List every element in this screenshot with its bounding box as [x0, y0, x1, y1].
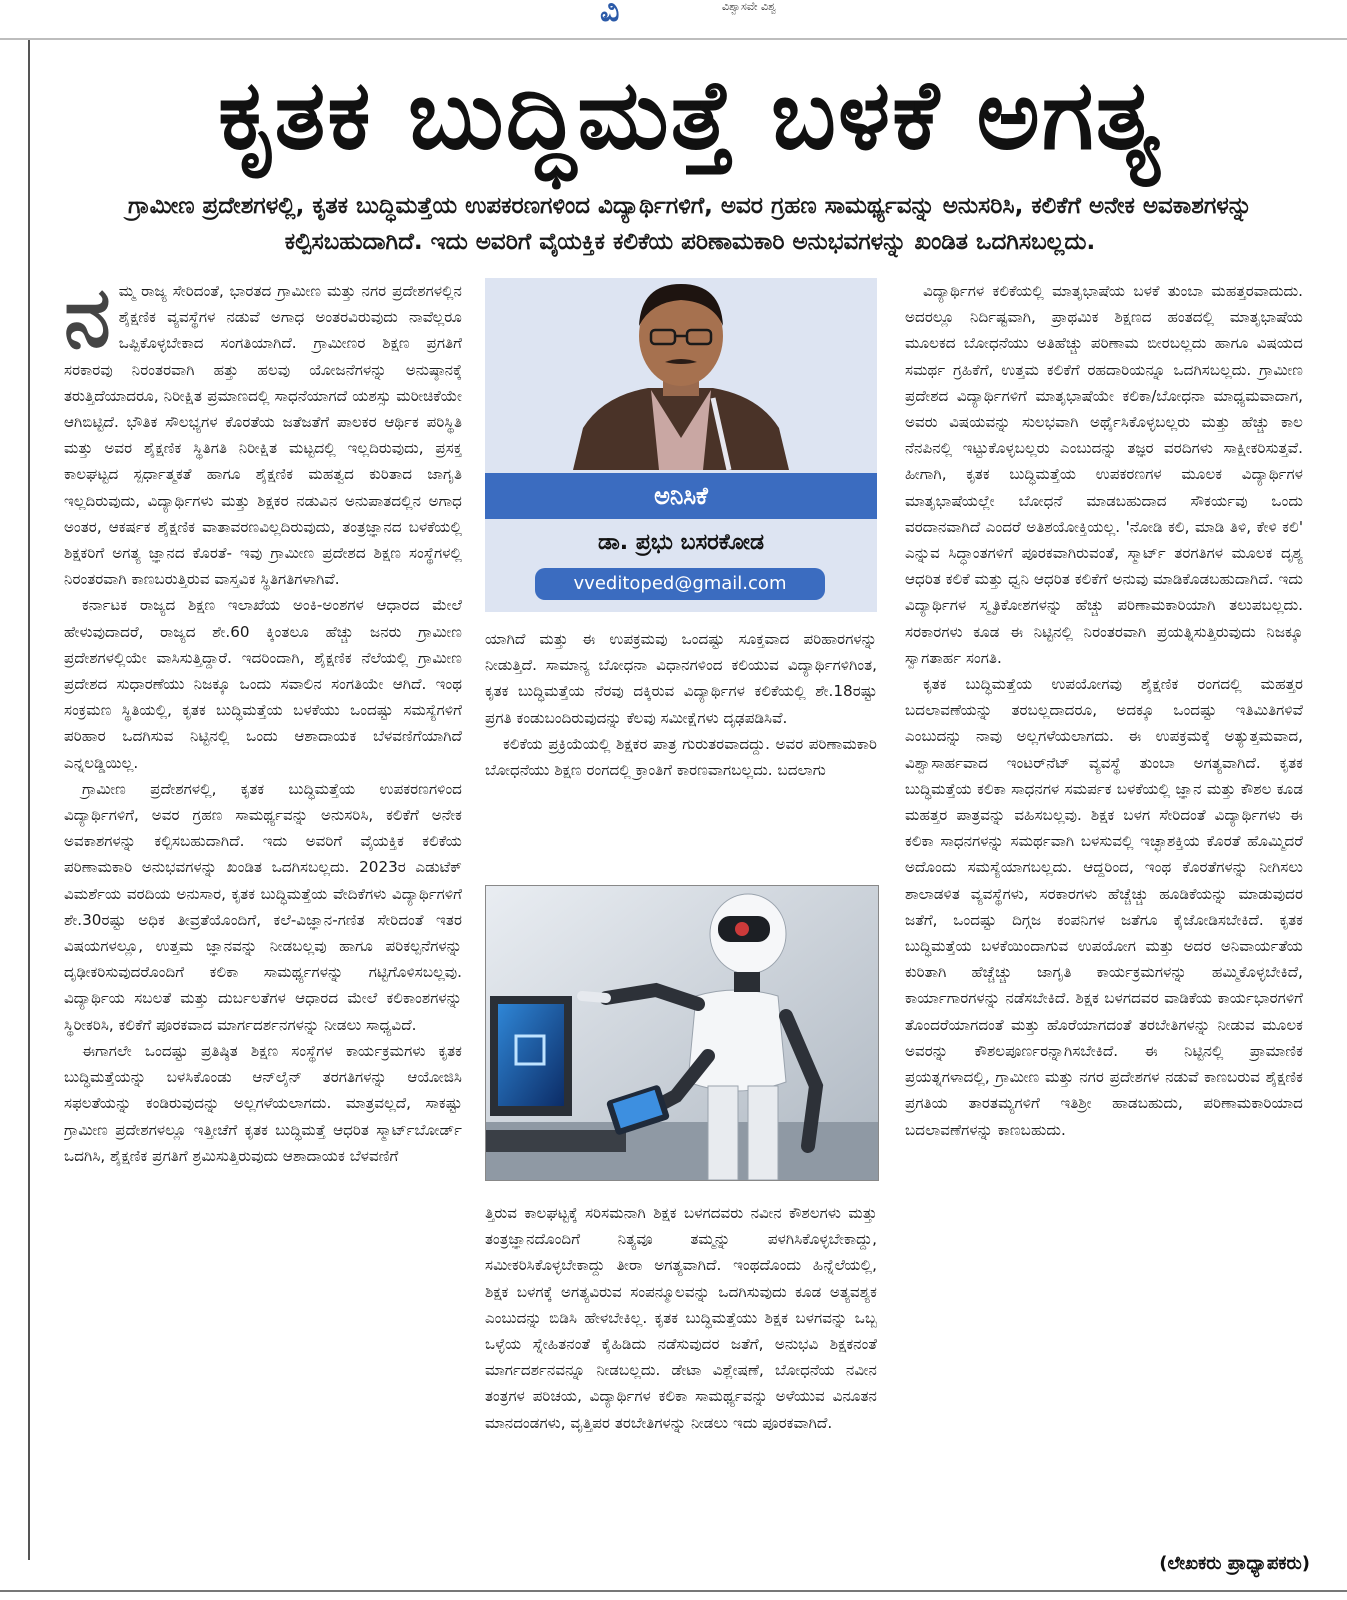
- article-column-middle-bottom: [485, 1200, 877, 1572]
- column-label: ಅನಿಸಿಕೆ: [485, 473, 877, 519]
- newspaper-logo: ವಿ: [600, 0, 620, 29]
- article-column-middle-top: [485, 626, 877, 862]
- author-name: ಡಾ. ಪ್ರಭು ಬಸರಕೋಡ: [598, 530, 764, 555]
- article-headline: ಕೃತಕ ಬುದ್ಧಿಮತ್ತೆ ಬಳಕೆ ಅಗತ್ಯ: [218, 59, 1162, 171]
- paragraph-text: ಮ್ಮ ರಾಜ್ಯ ಸೇರಿದಂತೆ, ಭಾರತದ ಗ್ರಾಮೀಣ ಮತ್ತು ನಗರ ಪ್ರದೇಶಗಳಲ್ಲಿನ ಶೈಕ್ಷಣಿಕ ವ್ಯವಸ್ಥೆಗಳ ನಡುವೆ ಅಗಾಧ ಅಂತರವಿರುವುದು ನಾವೆಲ್ಲರೂ ಒಪ್ಪಿಕೊಳ್ಳಬೇಕಾದ ಸಂಗತಿಯಾಗಿದೆ. ಗ್ರಾಮೀಣರ ಶಿಕ್ಷಣ ಪ್ರಗತಿಗೆ ಸರಕಾರವು ನಿರಂತರವಾಗಿ ಹತ್ತು ಹಲವು ಯೋಜನೆಗಳನ್ನು ಅನುಷ್ಠಾನಕ್ಕೆ ತರುತ್ತಿದೆಯಾದರೂ, ನಿರೀಕ್ಷಿತ ಪ್ರಮಾಣದಲ್ಲಿ ಸಾಧನೆಯಾಗದೆ ಯಶಸ್ಸು ಮರೀಚಿಕೆಯೇ ಆಗಿಬಿಟ್ಟಿದೆ. ಭೌತಿಕ ಸೌಲಭ್ಯಗಳ ಕೊರತೆಯ ಜತೆಜತೆಗೆ ಪಾಲಕರ ಆರ್ಥಿಕ ಪರಿಸ್ಥಿತಿ ಮತ್ತು ಅವರ ಶೈಕ್ಷಣಿಕ ಸ್ಥಿತಿಗತಿ ನಿರೀಕ್ಷಿತ ಮಟ್ಟದಲ್ಲಿ ಇಲ್ಲದಿರುವುದು, ಪ್ರಸಕ್ತ ಕಾಲಘಟ್ಟದ ಸ್ಪರ್ಧಾತ್ಮಕತೆ ಹಾಗೂ ಶೈಕ್ಷಣಿಕ ಮಹತ್ವದ ಕುರಿತಾದ ಜಾಗೃತಿ ಇಲ್ಲದಿರುವುದು, ವಿದ್ಯಾರ್ಥಿಗಳು ಮತ್ತು ಶಿಕ್ಷಕರ ನಡುವಿನ ಅನುಪಾತದಲ್ಲಿನ ಅಗಾಧ ಅಂತರ, ಆಕರ್ಷಕ ಶೈಕ್ಷಣಿಕ ವಾತಾವರಣವಿಲ್ಲದಿರುವುದು, ತಂತ್ರಜ್ಞಾನದ ಬಳಕೆಯಲ್ಲಿ ಶಿಕ್ಷಕರಿಗೆ ಅಗತ್ಯ ಜ್ಞಾನದ ಕೊರತೆ- ಇವು ಗ್ರಾಮೀಣ ಪ್ರದೇಶದ ಶಿಕ್ಷಣ ಸಂಸ್ಥೆಗಳಲ್ಲಿ ನಿರಂತರವಾಗಿ ಕಾಣಬರುತ್ತಿರುವ ವಾಸ್ತವಿಕ ಸ್ಥಿತಿಗತಿಗಳಾಗಿವೆ.: [64, 282, 462, 589]
- newspaper-tagline: ವಿಶ್ವಾಸವೇ ವಿಶ್ವ: [722, 0, 777, 13]
- article-paragraph: ಯಾಗಿದೆ ಮತ್ತು ಈ ಉಪಕ್ರಮವು ಒಂದಷ್ಟು ಸೂಕ್ತವಾದ ಪರಿಹಾರಗಳನ್ನು ನೀಡುತ್ತಿದೆ. ಸಾಮಾನ್ಯ ಬೋಧನಾ ವಿಧಾನಗಳಿಂದ ಕಲಿಯುವ ವಿದ್ಯಾರ್ಥಿಗಳಿಗಿಂತ, ಕೃತಕ ಬುದ್ಧಿಮತ್ತೆಯ ನೆರವು ದಕ್ಕಿರುವ ವಿದ್ಯಾರ್ಥಿಗಳ ಕಲಿಕೆಯಲ್ಲಿ ಶೇ.18ರಷ್ಟು ಪ್ರಗತಿ ಕಂಡುಬಂದಿರುವುದನ್ನು ಕೆಲವು ಸಮೀಕ್ಷೆಗಳು ದೃಢಪಡಿಸಿವೆ.: [485, 630, 877, 727]
- article-paragraph: ತ್ತಿರುವ ಕಾಲಘಟ್ಟಕ್ಕೆ ಸರಿಸಮನಾಗಿ ಶಿಕ್ಷಕ ಬಳಗದವರು ನವೀನ ಕೌಶಲಗಳು ಮತ್ತು ತಂತ್ರಜ್ಞಾನದೊಂದಿಗೆ ನಿತ್ಯವೂ ತಮ್ಮನ್ನು ಪಳಗಿಸಿಕೊಳ್ಳಬೇಕಾದ್ದು, ಸಮೀಕರಿಸಿಕೊಳ್ಳಬೇಕಾದ್ದು ತೀರಾ ಅಗತ್ಯವಾಗಿದೆ. ಇಂಥದೊಂದು ಹಿನ್ನೆಲೆಯಲ್ಲಿ, ಶಿಕ್ಷಕ ಬಳಗಕ್ಕೆ ಅಗತ್ಯವಿರುವ ಸಂಪನ್ಮೂಲವನ್ನು ಒದಗಿಸುವುದು ಕೂಡ ಅತ್ಯವಶ್ಯಕ ಎಂಬುದನ್ನು ಬಿಡಿಸಿ ಹೇಳಬೇಕಿಲ್ಲ. ಕೃತಕ ಬುದ್ಧಿಮತ್ತೆಯು ಶಿಕ್ಷಕ ಬಳಗವನ್ನು ಒಬ್ಬ ಒಳ್ಳೆಯ ಸ್ನೇಹಿತನಂತೆ ಕೈಹಿಡಿದು ನಡೆಸುವುದರ ಜತೆಗೆ, ಅನುಭವಿ ಶಿಕ್ಷಕನಂತೆ ಮಾರ್ಗದರ್ಶನವನ್ನೂ ನೀಡಬಲ್ಲದು. ಡೇಟಾ ವಿಶ್ಲೇಷಣೆ, ಬೋಧನೆಯ ನವೀನ ತಂತ್ರಗಳ ಪರಿಚಯ, ವಿದ್ಯಾರ್ಥಿಗಳ ಕಲಿಕಾ ಸಾಮರ್ಥ್ಯವನ್ನು ಅಳೆಯುವ ವಿನೂತನ ಮಾನದಂಡಗಳು, ವೃತ್ತಿಪರ ತರಬೇತಿಗಳನ್ನು ನೀಡಲು ಇದು ಪೂರಕವಾಗಿದೆ.: [485, 1204, 877, 1432]
- author-email[interactable]: vveditoped@gmail.com: [535, 568, 825, 600]
- robot-illustration: [485, 885, 879, 1181]
- masthead: [0, 0, 1347, 40]
- article-column-left: [64, 278, 462, 1570]
- article-paragraph: ಕರ್ನಾಟಕ ರಾಜ್ಯದ ಶಿಕ್ಷಣ ಇಲಾಖೆಯ ಅಂಕಿ-ಅಂಶಗಳ ಆಧಾರದ ಮೇಲೆ ಹೇಳುವುದಾದರೆ, ರಾಜ್ಯದ ಶೇ.60 ಕ್ಕಿಂತಲೂ ಹೆಚ್ಚು ಜನರು ಗ್ರಾಮೀಣ ಪ್ರದೇಶಗಳಲ್ಲಿಯೇ ವಾಸಿಸುತ್ತಿದ್ದಾರೆ. ಇದರಿಂದಾಗಿ, ಶೈಕ್ಷಣಿಕ ನೆಲೆಯಲ್ಲಿ ಗ್ರಾಮೀಣ ಪ್ರದೇಶದ ಸುಧಾರಣೆಯು ನಿಜಕ್ಕೂ ಒಂದು ಸವಾಲಿನ ಸಂಗತಿಯೇ ಆಗಿದೆ. ಇಂಥ ಸಂಕ್ರಮಣ ಸ್ಥಿತಿಯಲ್ಲಿ, ಕೃತಕ ಬುದ್ಧಿಮತ್ತೆಯ ಬಳಕೆಯು ಒಂದಷ್ಟು ಸಮಸ್ಯೆಗಳಿಗೆ ಪರಿಹಾರ ಒದಗಿಸುವ ನಿಟ್ಟಿನಲ್ಲಿ ಒಂದು ಆಶಾದಾಯಕ ಬೆಳವಣಿಗೆಯಾಗಿದೆ ಎನ್ನಲಡ್ಡಿಯಿಲ್ಲ.: [64, 596, 462, 772]
- article-column-right: [905, 278, 1303, 1544]
- article-paragraph: ವಿದ್ಯಾರ್ಥಿಗಳ ಕಲಿಕೆಯಲ್ಲಿ ಮಾತೃಭಾಷೆಯ ಬಳಕೆ ತುಂಬಾ ಮಹತ್ತರವಾದುದು. ಅದರಲ್ಲೂ ನಿರ್ದಿಷ್ಟವಾಗಿ, ಪ್ರಾಥಮಿಕ ಶಿಕ್ಷಣದ ಹಂತದಲ್ಲಿ ಮಾತೃಭಾಷೆಯ ಮೂಲಕದ ಬೋಧನೆಯು ಅತಿಹೆಚ್ಚು ಪರಿಣಾಮ ಬೀರಬಲ್ಲದು ಹಾಗೂ ವಿಷಯದ ಸಮರ್ಥ ಗ್ರಹಿಕೆಗೆ, ಉತ್ತಮ ಕಲಿಕೆಗೆ ರಹದಾರಿಯನ್ನೂ ಒದಗಿಸಬಲ್ಲದು. ಗ್ರಾಮೀಣ ಪ್ರದೇಶದ ವಿದ್ಯಾರ್ಥಿಗಳಿಗೆ ಮಾತೃಭಾಷೆಯೇ ಕಲಿಕಾ/ಬೋಧನಾ ಮಾಧ್ಯಮವಾದಾಗ, ಅವರು ವಿಷಯವನ್ನು ಸುಲಭವಾಗಿ ಅರ್ಥೈಸಿಕೊಳ್ಳಬಲ್ಲರು ಮತ್ತು ಹೆಚ್ಚು ಕಾಲ ನೆನಪಿನಲ್ಲಿ ಇಟ್ಟುಕೊಳ್ಳಬಲ್ಲರು ಎಂಬುದನ್ನು ತಜ್ಞರ ವರದಿಗಳು ಸಾಕ್ಷೀಕರಿಸುತ್ತವೆ. ಹೀಗಾಗಿ, ಕೃತಕ ಬುದ್ಧಿಮತ್ತೆಯ ಉಪಕರಣಗಳ ಮೂಲಕ ವಿದ್ಯಾರ್ಥಿಗಳ ಮಾತೃಭಾಷೆಯಲ್ಲೇ ಬೋಧನೆ ಮಾಡಬಹುದಾದ ಸೌಕರ್ಯವು ಒಂದು ವರದಾನವಾಗಿದೆ ಎಂದರೆ ಅತಿಶಯೋಕ್ತಿಯಲ್ಲ. 'ನೋಡಿ ಕಲಿ, ಮಾಡಿ ತಿಳಿ, ಕೇಳಿ ಕಲಿ' ಎನ್ನುವ ಸಿದ್ಧಾಂತಗಳಿಗೆ ಪೂರಕವಾಗಿರುವಂತೆ, ಸ್ಮಾರ್ಟ್ ತರಗತಿಗಳ ಮೂಲಕ ದೃಶ್ಯ ಆಧರಿತ ಕಲಿಕೆ ಮತ್ತು ಧ್ವನಿ ಆಧರಿತ ಕಲಿಕೆಗೆ ಅನುವು ಮಾಡಿಕೊಡಬಹುದಾಗಿದೆ. ಇದು ವಿದ್ಯಾರ್ಥಿಗಳ ಸ್ಮೃತಿಕೋಶಗಳನ್ನು ಹೆಚ್ಚು ಪರಿಣಾಮಕಾರಿಯಾಗಿ ತಲುಪಬಲ್ಲದು. ಸರಕಾರಗಳು ಕೂಡ ಈ ನಿಟ್ಟಿನಲ್ಲಿ ನಿರಂತರವಾಗಿ ಪ್ರಯತ್ನಿಸುತ್ತಿರುವುದು ನಿಜಕ್ಕೂ ಸ್ವಾಗತಾರ್ಹ ಸಂಗತಿ.: [905, 282, 1303, 667]
- article-paragraph: ಕಲಿಕೆಯ ಪ್ರಕ್ರಿಯೆಯಲ್ಲಿ ಶಿಕ್ಷಕರ ಪಾತ್ರ ಗುರುತರವಾದದ್ದು. ಅವರ ಪರಿಣಾಮಕಾರಿ ಬೋಧನೆಯು ಶಿಕ್ಷಣ ರಂಗದಲ್ಲಿ ಕ್ರಾಂತಿಗೆ ಕಾರಣವಾಗಬಲ್ಲದು. ಬದಲಾಗು: [485, 734, 877, 780]
- article-paragraph: [64, 278, 462, 592]
- article-paragraph: ಈಗಾಗಲೇ ಒಂದಷ್ಟು ಪ್ರತಿಷ್ಠಿತ ಶಿಕ್ಷಣ ಸಂಸ್ಥೆಗಳ ಕಾರ್ಯಕ್ರಮಗಳು ಕೃತಕ ಬುದ್ಧಿಮತ್ತೆಯನ್ನು ಬಳಸಿಕೊಂಡು ಆನ್‌ಲೈನ್ ತರಗತಿಗಳನ್ನು ಆಯೋಜಿಸಿ ಸಫಲತೆಯನ್ನು ಕಂಡಿರುವುದನ್ನು ಅಲ್ಲಗಳೆಯಲಾಗದು. ಮಾತ್ರವಲ್ಲದೆ, ಸಾಕಷ್ಟು ಗ್ರಾಮೀಣ ಪ್ರದೇಶಗಳಲ್ಲೂ ಇತ್ತೀಚೆಗೆ ಕೃತಕ ಬುದ್ಧಿಮತ್ತೆ ಆಧರಿತ ಸ್ಮಾರ್ಟ್‌ಬೋರ್ಡ್ ಒದಗಿಸಿ, ಶೈಕ್ಷಣಿಕ ಪ್ರಗತಿಗೆ ಶ್ರಮಿಸುತ್ತಿರುವುದು ಆಶಾದಾಯಕ ಬೆಳವಣಿಗೆ: [64, 1041, 462, 1165]
- page-left-rule: [28, 40, 30, 1560]
- article-paragraph: ಕೃತಕ ಬುದ್ಧಿಮತ್ತೆಯ ಉಪಯೋಗವು ಶೈಕ್ಷಣಿಕ ರಂಗದಲ್ಲಿ ಮಹತ್ತರ ಬದಲಾವಣೆಯನ್ನು ತರಬಲ್ಲದಾದರೂ, ಅದಕ್ಕೂ ಒಂದಷ್ಟು ಇತಿಮಿತಿಗಳಿವೆ ಎಂಬುದನ್ನು ನಾವು ಅಲ್ಲಗಳೆಯಲಾಗದು. ಈ ಉಪಕ್ರಮಕ್ಕೆ ಅತ್ಯುತ್ತಮವಾದ, ವಿಶ್ವಾಸಾರ್ಹವಾದ ಇಂಟರ್‌ನೆಟ್ ವ್ಯವಸ್ಥೆ ತುಂಬಾ ಅಗತ್ಯವಾಗಿದೆ. ಕೃತಕ ಬುದ್ಧಿಮತ್ತೆಯ ಕಲಿಕಾ ಸಾಧನಗಳ ಸಮರ್ಪಕ ಬಳಕೆಯಲ್ಲಿ ಜ್ಞಾನ ಮತ್ತು ಕೌಶಲ ಕೂಡ ಮಹತ್ತರ ಪಾತ್ರವನ್ನು ವಹಿಸಬಲ್ಲವು. ಶಿಕ್ಷಕ ಬಳಗ ಸೇರಿದಂತೆ ವಿದ್ಯಾರ್ಥಿಗಳು ಈ ಕಲಿಕಾ ಸಾಧನಗಳನ್ನು ಸಮರ್ಥವಾಗಿ ಬಳಸುವಲ್ಲಿ ಇಚ್ಛಾಶಕ್ತಿಯ ಕೊರತೆ ಹೊಮ್ಮಿದರೆ ಅದೊಂದು ಸಮಸ್ಯೆಯಾಗಬಲ್ಲದು. ಆದ್ದರಿಂದ, ಇಂಥ ಕೊರತೆಗಳನ್ನು ನೀಗಿಸಲು ಶಾಲಾಡಳಿತ ವ್ಯವಸ್ಥೆಗಳು, ಸರಕಾರಗಳು ಹೆಚ್ಚೆಚ್ಚು ಹೂಡಿಕೆಯನ್ನು ಮಾಡುವುದರ ಜತೆಗೆ, ಒಂದಷ್ಟು ದಿಗ್ಗಜ ಕಂಪನಿಗಳ ಜತೆಗೂ ಕೈಜೋಡಿಸಬೇಕಿದೆ. ಕೃತಕ ಬುದ್ಧಿಮತ್ತೆಯ ಬಳಕೆಯಿಂದಾಗುವ ಉಪಯೋಗ ಮತ್ತು ಅದರ ಅನಿವಾರ್ಯತೆಯ ಕುರಿತಾಗಿ ಹೆಚ್ಚೆಚ್ಚು ಜಾಗೃತಿ ಕಾರ್ಯಕ್ರಮಗಳನ್ನು ಹಮ್ಮಿಕೊಳ್ಳಬೇಕಿದೆ, ಕಾರ್ಯಾಗಾರಗಳನ್ನು ನಡೆಸಬೇಕಿದೆ. ಶಿಕ್ಷಕ ಬಳಗದವರ ವಾಡಿಕೆಯ ಕಾರ್ಯಭಾರಗಳಿಗೆ ತೊಂದರೆಯಾಗದಂತೆ ಮತ್ತು ಹೊರೆಯಾಗದಂತೆ ತರಬೇತಿಗಳನ್ನು ನೀಡುವ ಮೂಲಕ ಅವರನ್ನು ಕೌಶಲಪೂರ್ಣರನ್ನಾಗಿಸಬೇಕಿದೆ. ಈ ನಿಟ್ಟಿನಲ್ಲಿ ಪ್ರಾಮಾಣಿಕ ಪ್ರಯತ್ನಗಳಾದಲ್ಲಿ, ಗ್ರಾಮೀಣ ಮತ್ತು ನಗರ ಪ್ರದೇಶಗಳ ನಡುವೆ ಕಾಣಬರುವ ಶೈಕ್ಷಣಿಕ ಪ್ರಗತಿಯ ತಾರತಮ್ಯಗಳಿಗೆ ಇತಿಶ್ರೀ ಹಾಡಬಹುದು, ಪರಿಣಾಮಕಾರಿಯಾದ ಬದಲಾವಣೆಗಳನ್ನು ಕಾಣಬಹುದು.: [905, 675, 1303, 1139]
- page-bottom-rule: [0, 1590, 1347, 1592]
- drop-cap: ನ: [64, 278, 111, 366]
- author-note: (ಲೇಖಕರು ಪ್ರಾಧ್ಯಾಪಕರು): [1159, 1553, 1310, 1574]
- author-box: [485, 278, 877, 612]
- article-paragraph: ಗ್ರಾಮೀಣ ಪ್ರದೇಶಗಳಲ್ಲಿ, ಕೃತಕ ಬುದ್ಧಿಮತ್ತೆಯ ಉಪಕರಣಗಳಿಂದ ವಿದ್ಯಾರ್ಥಿಗಳಿಗೆ, ಅವರ ಗ್ರಹಣ ಸಾಮರ್ಥ್ಯವನ್ನು ಅನುಸರಿಸಿ, ಕಲಿಕೆಗೆ ಅನೇಕ ಅವಕಾಶಗಳನ್ನು ಕಲ್ಪಿಸಬಹುದಾಗಿದೆ. ಇದು ಅವರಿಗೆ ವೈಯಕ್ತಿಕ ಕಲಿಕೆಯ ಪರಿಣಾಮಕಾರಿ ಅನುಭವಗಳನ್ನು ಖಂಡಿತ ಒದಗಿಸಬಲ್ಲದು. 2023ರ ಎಡುಟೆಕ್ ವಿಮರ್ಶೆಯ ವರದಿಯ ಅನುಸಾರ, ಕೃತಕ ಬುದ್ಧಿಮತ್ತೆಯ ವೇದಿಕೆಗಳು ವಿದ್ಯಾರ್ಥಿಗಳಿಗೆ ಶೇ.30ರಷ್ಟು ಅಧಿಕ ತೀವ್ರತೆಯೊಂದಿಗೆ, ಕಲೆ-ವಿಜ್ಞಾನ-ಗಣಿತ ಸೇರಿದಂತೆ ಇತರ ವಿಷಯಗಳಲ್ಲೂ, ಉತ್ತಮ ಜ್ಞಾನವನ್ನು ನೀಡಬಲ್ಲವು ಹಾಗೂ ಪರಿಕಲ್ಪನೆಗಳನ್ನು ದೃಢೀಕರಿಸುವುದರೊಂದಿಗೆ ಕಲಿಕಾ ಸಾಮರ್ಥ್ಯಗಳನ್ನು ಗಟ್ಟಿಗೊಳಿಸಬಲ್ಲವು. ವಿದ್ಯಾರ್ಥಿಯ ಸಬಲತೆ ಮತ್ತು ದುರ್ಬಲತೆಗಳ ಆಧಾರದ ಮೇಲೆ ಕಲಿಕಾಂಶಗಳನ್ನು ಸ್ಥಿರೀಕರಿಸಿ, ಕಲಿಕೆಗೆ ಪೂರಕವಾದ ಮಾರ್ಗದರ್ಶನಗಳನ್ನು ನೀಡಲು ಸಾಧ್ಯವಿದೆ.: [64, 779, 462, 1034]
- author-photo: [563, 278, 799, 470]
- article-subhead: ಗ್ರಾಮೀಣ ಪ್ರದೇಶಗಳಲ್ಲಿ, ಕೃತಕ ಬುದ್ಧಿಮತ್ತೆಯ ಉಪಕರಣಗಳಿಂದ ವಿದ್ಯಾರ್ಥಿಗಳಿಗೆ, ಅವರ ಗ್ರಹಣ ಸಾಮರ್ಥ್ಯವನ್ನು ಅನುಸರಿಸಿ, ಕಲಿಕೆಗೆ ಅನೇಕ ಅವಕಾಶಗಳನ್ನು ಕಲ್ಪಿಸಬಹುದಾಗಿದೆ. ಇದು ಅವರಿಗೆ ವೈಯಕ್ತಿಕ ಕಲಿಕೆಯ ಪರಿಣಾಮಕಾರಿ ಅನುಭವಗಳನ್ನು ಖಂಡಿತ ಒದಗಿಸಬಲ್ಲದು.: [128, 193, 1252, 255]
- robot-illustration-graphic: [486, 886, 878, 1180]
